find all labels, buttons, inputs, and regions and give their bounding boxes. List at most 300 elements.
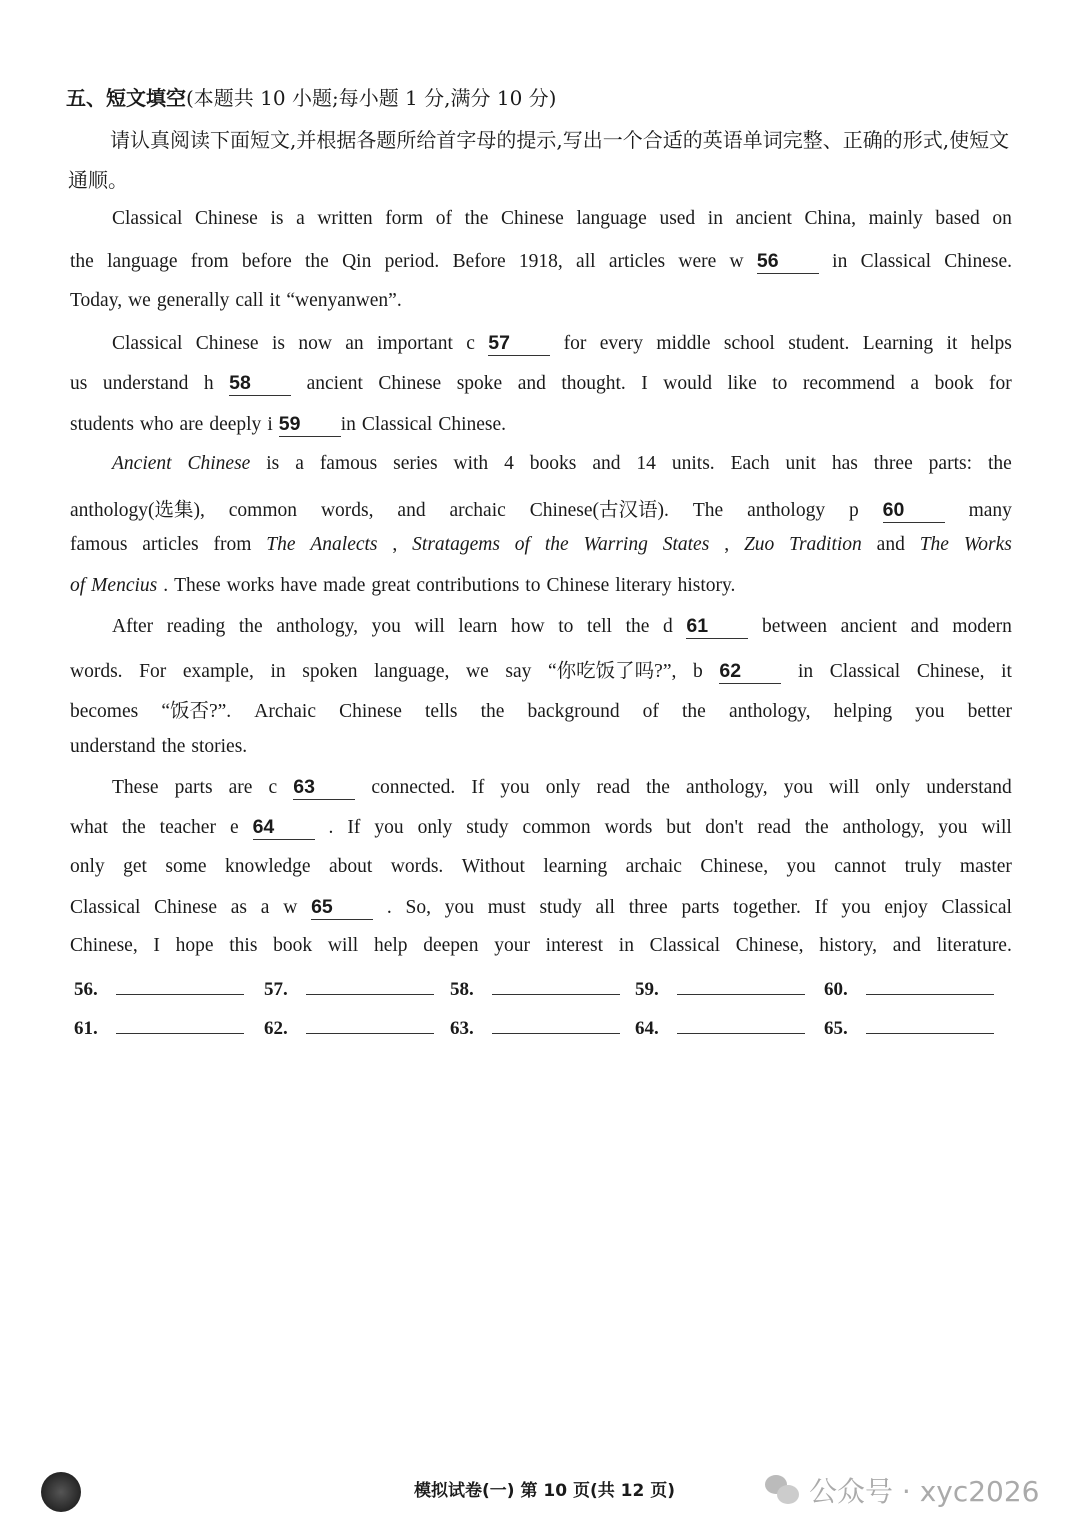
passage-text: you (371, 616, 401, 637)
passage-text: master (959, 856, 1012, 877)
passage-text: deepen (423, 935, 479, 956)
passage-text: interest (545, 935, 604, 956)
passage-text: p (849, 500, 859, 521)
passage-text: you (915, 701, 945, 722)
passage-text: a (910, 373, 920, 394)
passage-text: If (347, 817, 361, 838)
answer-number: 60. (824, 979, 848, 1000)
passage-text: e (229, 817, 239, 838)
passage-text: w (729, 251, 744, 272)
passage-text: written (317, 208, 373, 229)
passage-text: and (517, 373, 546, 394)
passage-text: These (112, 777, 159, 798)
passage-text: the (480, 701, 505, 722)
answer-number: 64. (635, 1018, 659, 1039)
passage-text: students (70, 414, 134, 435)
passage-text: a (296, 208, 305, 229)
passage-text: modern (952, 616, 1012, 637)
passage-text: get (123, 856, 147, 877)
answer-line[interactable] (116, 1015, 244, 1034)
passage-text: must (487, 897, 526, 918)
passage-text: The (266, 534, 296, 555)
passage-text: mainly (868, 208, 923, 229)
passage-text: for (563, 333, 587, 354)
page-footer: 模拟试卷(一) 第 10 页(共 12 页) (414, 1481, 675, 1501)
passage-text: parts (174, 777, 213, 798)
passage-text: Zuo (743, 534, 775, 555)
passage-text: Without (461, 856, 525, 877)
answer-number: 62. (264, 1018, 288, 1039)
passage-line (70, 935, 1012, 957)
passage-text: c (268, 777, 278, 798)
passage-text: middle (656, 333, 711, 354)
passage-text: Chinese, (916, 661, 985, 682)
passage-text: history, (819, 935, 877, 956)
passage-text: truly (904, 856, 942, 877)
passage-text: books (529, 453, 577, 474)
passage-text: three (628, 897, 668, 918)
passage-text: becomes (70, 701, 139, 722)
passage-text: book (273, 935, 313, 956)
passage-text: the (544, 534, 569, 555)
passage-text: contributions (416, 575, 520, 596)
passage-text: every (599, 333, 644, 354)
passage-line (70, 816, 1012, 840)
passage-text: tell (587, 616, 612, 637)
passage-text: school (723, 333, 775, 354)
passage-text: learning (543, 856, 608, 877)
passage-text: all (595, 897, 615, 918)
passage-text: you (444, 897, 474, 918)
passage-text: all (576, 251, 596, 272)
blank-56: 56 (757, 250, 819, 274)
publisher-logo (41, 1472, 81, 1512)
answer-number: 58. (450, 979, 474, 1000)
passage-text: common (522, 817, 591, 838)
passage-text: enjoy (884, 897, 928, 918)
passage-text: only (417, 817, 453, 838)
passage-text: language (107, 251, 178, 272)
passage-text: and (876, 534, 905, 555)
passage-text: in (340, 414, 356, 435)
passage-text: like (727, 373, 757, 394)
answer-slot (74, 976, 244, 1001)
answer-slot (264, 976, 434, 1001)
answer-number: 59. (635, 979, 659, 1000)
passage-text: study (539, 897, 582, 918)
passage-text: Classical (649, 935, 721, 956)
passage-text: articles (608, 251, 666, 272)
passage-text: I (153, 935, 160, 956)
passage-text: you (786, 856, 816, 877)
passage-text: w (283, 897, 298, 918)
passage-text: States (662, 534, 710, 555)
passage-text: has (831, 453, 858, 474)
passage-text: words (604, 817, 653, 838)
passage-text: and (397, 500, 426, 521)
passage-text: Tradition (789, 534, 862, 555)
passage-text: the (646, 777, 670, 798)
passage-text: The (919, 534, 949, 555)
passage-text: an (345, 333, 364, 354)
passage-text: literary (615, 575, 672, 596)
passage-text: thought. (561, 373, 626, 394)
passage-text: . (328, 817, 334, 838)
passage-line (70, 290, 1012, 312)
passage-text: great (371, 575, 411, 596)
passage-text: of (642, 701, 659, 722)
passage-text: we (466, 661, 489, 682)
passage-text: teacher (159, 817, 216, 838)
passage-text: Chinese. (944, 251, 1012, 272)
passage-text: tells (425, 701, 458, 722)
passage-text: parts: (928, 453, 972, 474)
passage-text: three (873, 453, 913, 474)
passage-text: have (280, 575, 318, 596)
blank-65: 65 (311, 896, 373, 920)
passage-text: on (992, 208, 1012, 229)
passage-text: in (797, 661, 814, 682)
passage-text: Chinese (378, 373, 442, 394)
passage-text: “你吃饭了吗?”, (548, 661, 677, 682)
blank-58: 58 (229, 372, 291, 396)
passage-text: “饭否?”. (161, 701, 232, 722)
passage-text: anthology, (728, 701, 811, 722)
passage-text: before (241, 251, 292, 272)
passage-text: from (190, 251, 229, 272)
passage-text: you (374, 817, 404, 838)
passage-text: read (596, 777, 631, 798)
passage-text: understand (102, 373, 189, 394)
passage-text: reading (166, 616, 226, 637)
passage-text: are (228, 777, 253, 798)
passage-text: China, (804, 208, 856, 229)
passage-text: Classical (112, 333, 183, 354)
answer-line[interactable] (306, 976, 434, 995)
passage-text: anthology, (276, 616, 358, 637)
passage-text: will (829, 777, 860, 798)
answer-line[interactable] (677, 1015, 805, 1034)
answer-line[interactable] (306, 1015, 434, 1034)
passage-line (70, 575, 1012, 597)
passage-text: Ancient (112, 453, 172, 474)
passage-text: is (270, 208, 284, 229)
passage-text: articles (142, 534, 199, 555)
passage-text: Chinese (187, 453, 251, 474)
passage-text: parts (681, 897, 720, 918)
passage-text: history. (677, 575, 736, 596)
passage-text: with (453, 453, 489, 474)
passage-text: Classical (112, 208, 183, 229)
passage-text: If (471, 777, 485, 798)
passage-text: in (270, 661, 286, 682)
passage-text: it (946, 333, 958, 354)
passage-text: now (298, 333, 332, 354)
passage-text: study (466, 817, 509, 838)
passage-text: After (112, 616, 154, 637)
passage-text: archaic (449, 500, 506, 521)
passage-line (70, 250, 1012, 274)
passage-text: Learning (862, 333, 934, 354)
passage-text: between (762, 616, 828, 637)
passage-text: what (70, 817, 108, 838)
passage-text: . (386, 897, 392, 918)
passage-text: words. (70, 661, 123, 682)
passage-text: only (545, 777, 581, 798)
passage-text: the (625, 616, 650, 637)
passage-text: you (500, 777, 530, 798)
passage-text: series (393, 453, 438, 474)
passage-text: Chinese. (438, 414, 507, 435)
passage-text: Classical (941, 897, 1012, 918)
passage-text: Chinese (195, 333, 259, 354)
passage-text: would (663, 373, 713, 394)
passage-text: about (328, 856, 373, 877)
instruction: 请认真阅读下面短文,并根据各题所给首字母的提示,写出一个合适的英语单词完整、正确的形式,使短文通顺。 (68, 128, 1010, 192)
passage-text: together. (733, 897, 801, 918)
passage-text: based (935, 208, 980, 229)
passage-text: Chinese (501, 208, 564, 229)
passage-text: Mencius (91, 575, 158, 596)
passage-text: the (161, 736, 186, 757)
passage-text: . (163, 575, 169, 596)
blank-60: 60 (883, 499, 945, 523)
passage-text: Each (730, 453, 770, 474)
passage-text: better (967, 701, 1012, 722)
answer-slot (450, 976, 620, 1001)
watermark (765, 1470, 1040, 1510)
passage-text: learn (458, 616, 498, 637)
passage-text: Archaic (254, 701, 316, 722)
section-note: (本题共 10 小题;每小题 1 分,满分 10 分) (186, 86, 557, 110)
passage-text: for (989, 373, 1012, 394)
passage-text: it (269, 290, 281, 311)
answer-line[interactable] (492, 976, 620, 995)
section-title: 五、短文填空 (66, 86, 186, 110)
passage-text: 4 (504, 453, 514, 474)
passage-text: ancient (306, 373, 363, 394)
passage-text: I (641, 373, 648, 394)
passage-text: “wenyanwen”. (286, 290, 402, 311)
passage-line (112, 453, 1012, 475)
passage-text: student. (788, 333, 850, 354)
passage-text: who (139, 414, 174, 435)
passage-text: is (271, 333, 285, 354)
passage-text: book (934, 373, 974, 394)
passage-text: ancient (840, 616, 897, 637)
passage-text: only (875, 777, 911, 798)
passage-text: will (414, 616, 445, 637)
passage-text: works (226, 575, 275, 596)
passage-text: , (724, 534, 730, 555)
passage-line (112, 332, 1012, 356)
passage-text: made (323, 575, 366, 596)
watermark-text: 公众号 · xyc2026 (809, 1475, 1040, 1508)
passage-text: in (832, 251, 848, 272)
answer-slot (264, 1015, 434, 1040)
answer-number: 61. (74, 1018, 98, 1039)
passage-text: read (757, 817, 791, 838)
blank-62: 62 (719, 660, 781, 684)
passage-text: say (505, 661, 532, 682)
passage-text: connected. (371, 777, 456, 798)
passage-text: language (576, 208, 647, 229)
passage-text: Stratagems (412, 534, 500, 555)
passage-text: Classical (70, 897, 141, 918)
passage-text: to (558, 616, 574, 637)
passage-line (70, 856, 1012, 878)
passage-text: this (229, 935, 258, 956)
passage-text: Qin (342, 251, 372, 272)
passage-text: Today, (70, 290, 123, 311)
passage-text: anthology, (842, 817, 925, 838)
passage-text: Chinese (339, 701, 402, 722)
blank-59: 59 (279, 413, 341, 437)
passage-text: you (783, 777, 813, 798)
passage-text: 14 (636, 453, 656, 474)
answer-line[interactable] (677, 976, 805, 995)
answer-line[interactable] (866, 976, 994, 995)
passage-text: is (266, 453, 280, 474)
passage-text: the (238, 616, 263, 637)
passage-text: we (128, 290, 151, 311)
passage-text: So, (405, 897, 431, 918)
passage-text: some (165, 856, 207, 877)
passage-text: h (203, 373, 214, 394)
blank-57: 57 (488, 332, 550, 356)
passage-text: were (678, 251, 717, 272)
passage-text: and (910, 616, 939, 637)
passage-text: stories. (191, 736, 248, 757)
passage-text: will (327, 935, 359, 956)
passage-text: as (230, 897, 248, 918)
passage-line (70, 534, 1012, 556)
blank-64: 64 (253, 816, 315, 840)
passage-text: Chinese (546, 575, 610, 596)
passage-text: unit (785, 453, 816, 474)
passage-text: will (981, 817, 1012, 838)
passage-text: background (527, 701, 620, 722)
passage-line (70, 413, 1012, 437)
answer-number: 65. (824, 1018, 848, 1039)
passage-text: words. (390, 856, 444, 877)
passage-text: the (121, 817, 146, 838)
passage-text: spoken (302, 661, 358, 682)
passage-text: help (373, 935, 408, 956)
passage-text: Classical (860, 251, 932, 272)
passage-text: the (682, 701, 706, 722)
passage-text: to (772, 373, 788, 394)
passage-text: a (260, 897, 270, 918)
answer-slot (824, 1015, 994, 1040)
passage-text: to (525, 575, 541, 596)
passage-text: used (659, 208, 696, 229)
passage-text: period. (384, 251, 440, 272)
passage-text: famous (319, 453, 378, 474)
passage-text: anthology(选集), (70, 500, 205, 521)
passage-text: the (987, 453, 1012, 474)
answer-line[interactable] (492, 1015, 620, 1034)
passage-text: Chinese(古汉语). (529, 500, 669, 521)
passage-text: Chinese, (735, 935, 804, 956)
answer-number: 57. (264, 979, 288, 1000)
passage-text: common (228, 500, 298, 521)
passage-text: ancient (735, 208, 792, 229)
passage-text: These (174, 575, 221, 596)
passage-text: i (267, 414, 273, 435)
passage-text: in (618, 935, 634, 956)
passage-text: important (377, 333, 453, 354)
passage-text: the (464, 208, 489, 229)
passage-text: it (1001, 661, 1012, 682)
passage-line (112, 776, 1012, 800)
passage-text: archaic (625, 856, 682, 877)
passage-text: us (70, 373, 88, 394)
passage-text: Chinese (195, 208, 258, 229)
answer-line[interactable] (866, 1015, 994, 1034)
answer-line[interactable] (116, 976, 244, 995)
passage-text: Chinese, (700, 856, 769, 877)
passage-text: don't (705, 817, 744, 838)
passage-line (70, 896, 1012, 920)
passage-text: and (592, 453, 621, 474)
passage-text: only (70, 856, 105, 877)
blank-61: 61 (686, 615, 748, 639)
passage-text: of (70, 575, 86, 596)
passage-text: spoke (456, 373, 503, 394)
passage-text: your (494, 935, 530, 956)
passage-text: Chinese (154, 897, 217, 918)
answer-number: 63. (450, 1018, 474, 1039)
passage-text: of (435, 208, 452, 229)
answer-slot (824, 976, 994, 1001)
passage-text: but (666, 817, 692, 838)
passage-text: recommend (802, 373, 895, 394)
passage-text: helps (970, 333, 1012, 354)
passage-text: helping (833, 701, 893, 722)
passage-text: and (892, 935, 921, 956)
passage-text: the (70, 251, 94, 272)
passage-text: many (968, 500, 1012, 521)
section-heading (66, 82, 556, 111)
passage-text: understand (926, 777, 1012, 798)
passage-text: are (179, 414, 204, 435)
passage-text: b (692, 661, 703, 682)
answer-slot (450, 1015, 620, 1040)
wechat-icon (765, 1475, 801, 1505)
passage-text: of (514, 534, 530, 555)
passage-text: For (139, 661, 167, 682)
passage-text: you (841, 897, 871, 918)
answer-slot (74, 1015, 244, 1040)
passage-text: language, (374, 661, 450, 682)
passage-line (70, 695, 1012, 723)
passage-text: Warring (583, 534, 648, 555)
passage-text: you (938, 817, 968, 838)
passage-text: anthology, (686, 777, 768, 798)
passage-text: Analects (310, 534, 378, 555)
passage-text: in (707, 208, 723, 229)
answer-number: 56. (74, 979, 98, 1000)
passage-text: the (804, 817, 829, 838)
passage-text: form (385, 208, 424, 229)
passage-text: hope (175, 935, 214, 956)
passage-text: d (663, 616, 673, 637)
passage-text: call (235, 290, 264, 311)
passage-text: Before (452, 251, 506, 272)
passage-text: famous (70, 534, 128, 555)
passage-text: c (466, 333, 475, 354)
